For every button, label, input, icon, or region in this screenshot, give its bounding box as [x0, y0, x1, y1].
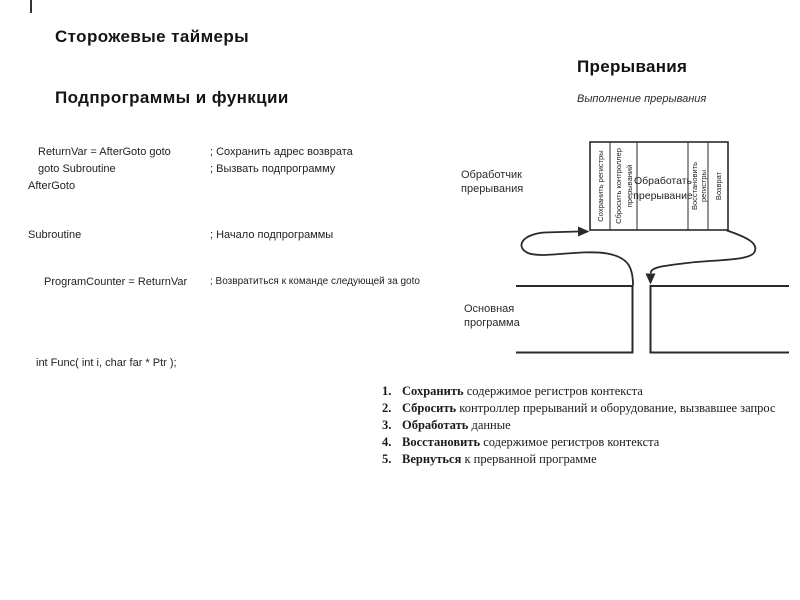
interrupt-step: [382, 383, 800, 400]
return-strip-label: Возврат: [714, 171, 723, 201]
step-number: 5.: [382, 452, 392, 466]
step-text: содержимое регистров контекста: [480, 435, 660, 449]
return-to-main-curve: [651, 231, 756, 273]
interrupt-step: [382, 451, 800, 468]
step-number: 1.: [382, 384, 392, 398]
code-comment: ; Начало подпрограммы: [210, 229, 334, 241]
corner-tick-mark: [30, 0, 32, 13]
main-program-left-segment: [516, 286, 633, 353]
interrupt-step: [382, 417, 800, 434]
step-keyword: Сохранить: [402, 384, 464, 398]
code-statement: goto Subroutine: [38, 163, 116, 175]
restore-registers-strip-label-line2: регистры: [699, 169, 708, 203]
step-text: данные: [468, 418, 511, 432]
handler-label-line2: прерывания: [461, 183, 524, 195]
jump-to-handler-curve: [521, 232, 633, 286]
subroutines-section-title: Подпрограммы и функции: [55, 88, 289, 107]
code-label: Subroutine: [28, 229, 82, 241]
code-comment: ; Возвратиться к команде следующей за goto: [210, 276, 420, 287]
code-line: [0, 357, 470, 373]
interrupt-steps-list: [382, 383, 800, 468]
reset-controller-strip-label-line1: Сбросить контроллер: [614, 148, 623, 224]
code-line: [0, 180, 470, 196]
main-program-label-line1: Основная: [464, 303, 515, 315]
code-statement: ReturnVar = AfterGoto goto: [38, 146, 171, 158]
step-number: 2.: [382, 401, 392, 415]
main-program-right-segment: [651, 286, 790, 353]
step-keyword: Восстановить: [402, 435, 481, 449]
interrupt-flow-diagram: [440, 125, 800, 370]
arrow-return-to-main-icon: [646, 274, 656, 285]
code-line: [0, 146, 470, 162]
step-text: контроллер прерываний и оборудование, вызвавшее запрос: [456, 401, 776, 415]
code-label: AfterGoto: [28, 180, 76, 192]
process-interrupt-label-line1: Обработать: [633, 175, 693, 187]
reset-controller-strip-label-line2: прерываний: [625, 164, 634, 208]
step-keyword: Сбросить: [402, 401, 457, 415]
code-line: [0, 229, 470, 245]
step-text: содержимое регистров контекста: [463, 384, 643, 398]
arrow-into-handler-icon: [578, 227, 590, 237]
step-number: 4.: [382, 435, 392, 449]
save-registers-strip-label: Сохранить регистры: [596, 150, 605, 222]
watchdog-section-title: Сторожевые таймеры: [55, 27, 250, 46]
code-comment: ; Сохранить адрес возврата: [210, 146, 353, 158]
code-statement: ProgramCounter = ReturnVar: [44, 276, 188, 288]
handler-label-line1: Обработчик: [461, 169, 522, 181]
code-statement: int Func( int i, char far * Ptr );: [36, 357, 177, 369]
process-interrupt-label-line2: прерывание: [633, 190, 693, 202]
interrupt-step: [382, 400, 800, 417]
interrupts-subtitle: Выполнение прерывания: [577, 93, 707, 105]
code-line: [0, 276, 470, 292]
interrupt-step: [382, 434, 800, 451]
code-line: [0, 163, 470, 179]
step-number: 3.: [382, 418, 392, 432]
step-text: к прерванной программе: [461, 452, 597, 466]
main-program-label-line2: программа: [464, 317, 520, 329]
code-comment: ; Вызвать подпрограмму: [210, 163, 336, 175]
restore-registers-strip-label-line1: Восстановить: [690, 161, 699, 211]
interrupts-title: Прерывания: [577, 57, 688, 76]
step-keyword: Вернуться: [402, 452, 462, 466]
step-keyword: Обработать: [402, 418, 469, 432]
